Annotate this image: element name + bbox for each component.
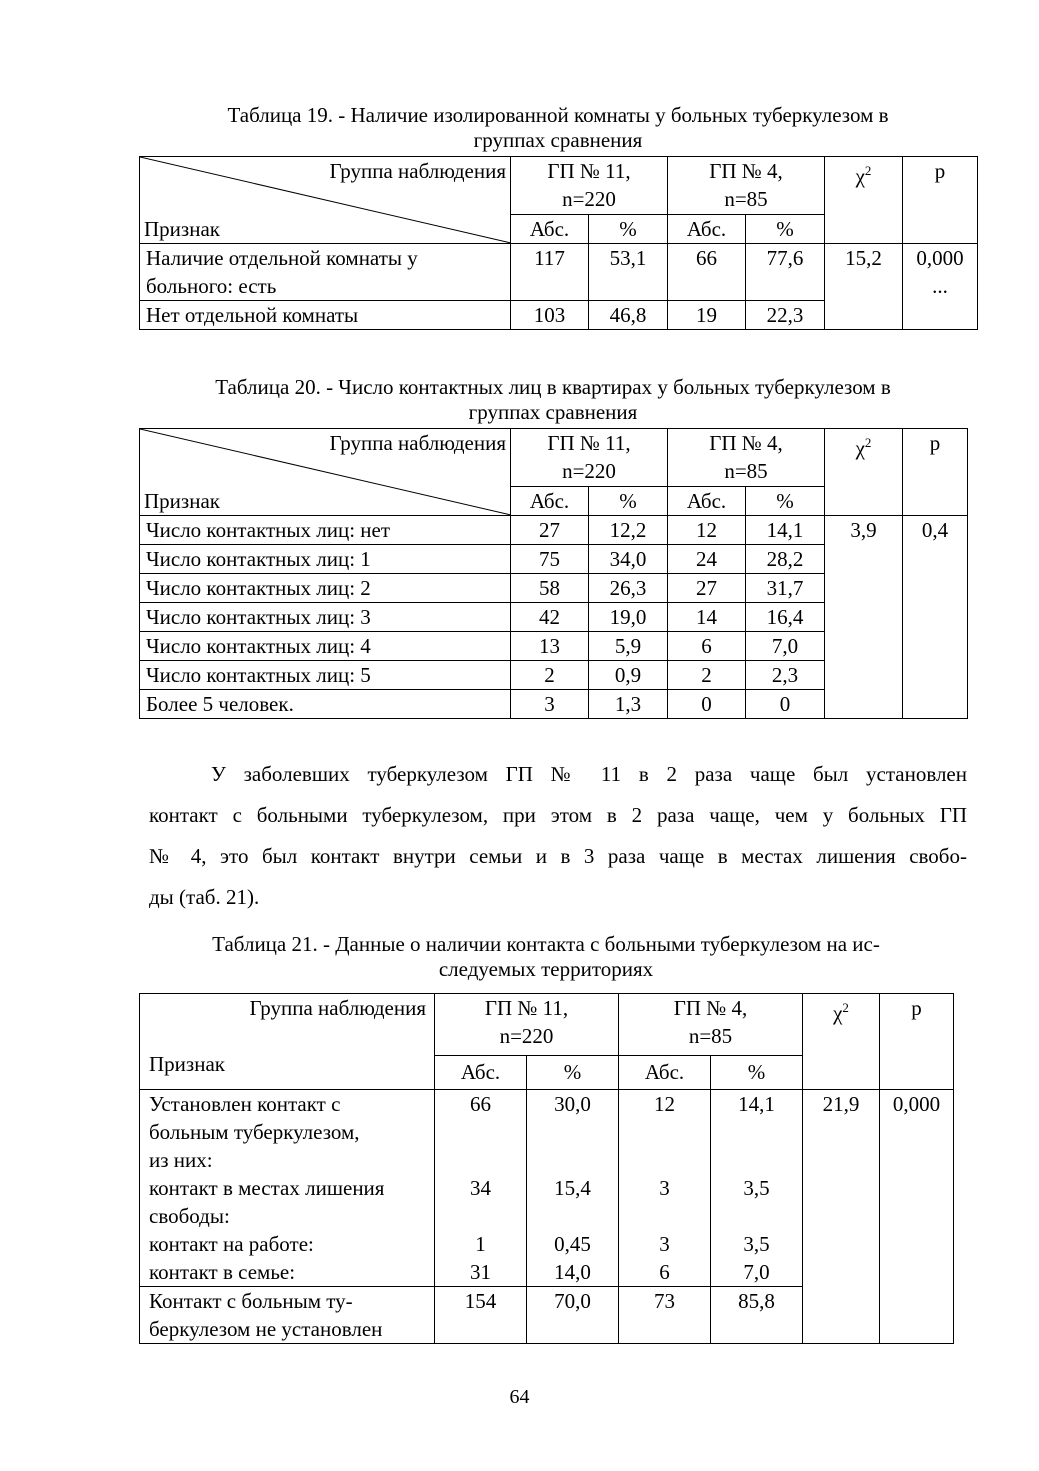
table-cell: 3 — [659, 1232, 670, 1256]
table19-group-label: Группа наблюдения — [329, 159, 506, 183]
table-cell: 103 — [511, 301, 589, 330]
table-cell: 154 — [435, 1287, 527, 1344]
table21-gp4-n: n=85 — [688, 1024, 733, 1048]
table-cell: 5,9 — [589, 632, 668, 661]
table21-block1-abs4 — [619, 1090, 711, 1287]
table19-caption — [139, 103, 977, 153]
table-cell: 7,0 — [746, 632, 825, 661]
row-label-line: Контакт с больным ту- — [149, 1289, 353, 1313]
table-cell: 3,5 — [743, 1232, 770, 1256]
table21-gp11-n: n=220 — [499, 1024, 554, 1048]
table20 — [139, 428, 968, 719]
table-cell: 19,0 — [589, 603, 668, 632]
table21-gp11-header — [435, 994, 619, 1056]
table20-chi-header — [825, 429, 903, 516]
table21-block1-pct4 — [711, 1090, 803, 1287]
table-cell: 13 — [511, 632, 589, 661]
table-cell: 0,45 — [554, 1232, 591, 1256]
table-cell: 27 — [668, 574, 746, 603]
table-cell: 3 — [511, 690, 589, 719]
table-cell: 14,1 — [746, 516, 825, 545]
table19-abs4-header: Абс. — [668, 215, 746, 244]
chi-symbol: χ — [855, 164, 865, 188]
table21 — [139, 993, 954, 1344]
table21-abs4-header: Абс. — [619, 1055, 711, 1089]
table20-gp11-n: n=220 — [562, 459, 616, 483]
table20-p-header: p — [903, 429, 968, 516]
table21-chi-value: 21,9 — [803, 1090, 880, 1344]
table-cell: 19 — [668, 301, 746, 330]
table-cell: 2,3 — [746, 661, 825, 690]
table-cell: 16,4 — [746, 603, 825, 632]
table21-sign-label: Признак — [149, 1052, 225, 1076]
table20-gp4-name: ГП № 4, — [709, 431, 783, 455]
table-cell: 2 — [668, 661, 746, 690]
row-label: Число контактных лиц: нет — [140, 516, 511, 545]
table-cell: 0,9 — [589, 661, 668, 690]
row-label: Более 5 человек. — [140, 690, 511, 719]
table-cell: 66 — [668, 244, 746, 301]
row-label-line: из них: — [149, 1148, 213, 1172]
table-cell: 34 — [470, 1176, 491, 1200]
table21-block1-pct11 — [527, 1090, 619, 1287]
table-cell: 85,8 — [711, 1287, 803, 1344]
table-row — [140, 244, 978, 301]
row-label-line: контакт в семье: — [149, 1260, 296, 1284]
table21-group-label: Группа наблюдения — [249, 996, 426, 1020]
table-cell: 6 — [668, 632, 746, 661]
table-cell: 24 — [668, 545, 746, 574]
table20-abs4-header: Абс. — [668, 487, 746, 516]
row-label-line: контакт в местах лишения — [149, 1176, 385, 1200]
table19-p-header: p — [903, 157, 978, 244]
table-cell: 14 — [668, 603, 746, 632]
table21-gp4-name: ГП № 4, — [673, 996, 748, 1020]
table-cell: 53,1 — [589, 244, 668, 301]
row-label: Число контактных лиц: 2 — [140, 574, 511, 603]
table-cell: 22,3 — [746, 301, 825, 330]
table-cell: 34,0 — [589, 545, 668, 574]
table19-row2-label: Нет отдельной комнаты — [140, 301, 511, 330]
body-paragraph — [149, 754, 967, 918]
page-number: 64 — [509, 1386, 530, 1408]
table19-chi-header — [825, 157, 903, 244]
table21-block1-abs11 — [435, 1090, 527, 1287]
table-cell: 0 — [668, 690, 746, 719]
paragraph-line: ды (таб. 21). — [149, 885, 260, 909]
table-cell: 15,4 — [554, 1176, 591, 1200]
row-label-line: Установлен контакт с — [149, 1092, 341, 1116]
table19-pct4-header: % — [746, 215, 825, 244]
table-cell: 14,0 — [554, 1260, 591, 1284]
table-cell: 77,6 — [746, 244, 825, 301]
table21-gp4-header — [619, 994, 803, 1056]
table-cell: 117 — [511, 244, 589, 301]
table21-gp11-name: ГП № 11, — [484, 996, 569, 1020]
table-cell: 31 — [470, 1260, 491, 1284]
table-cell: 3 — [659, 1176, 670, 1200]
table20-group-label: Группа наблюдения — [329, 431, 506, 455]
chi-symbol: χ — [833, 1001, 843, 1025]
row-label-line: контакт на работе: — [149, 1232, 314, 1256]
paragraph-line: контакт с больными туберкулезом, при этом в 2 раза чаще, чем у больных ГП — [149, 803, 967, 827]
table-cell: 58 — [511, 574, 589, 603]
table-cell: 27 — [511, 516, 589, 545]
table-cell: 12 — [654, 1092, 676, 1116]
table-cell: 31,7 — [746, 574, 825, 603]
table19-gp4-name: ГП № 4, — [709, 159, 783, 183]
table-cell: 66 — [470, 1092, 491, 1116]
table19-abs11-header: Абс. — [511, 215, 589, 244]
table21-caption-line2: следуемых территориях — [438, 957, 654, 981]
p-value-line: 0,000 — [916, 246, 964, 270]
table19-chi-value: 15,2 — [825, 244, 903, 330]
row-label-line: свободы: — [149, 1204, 230, 1228]
table20-gp4-n: n=85 — [724, 459, 768, 483]
table-cell: 7,0 — [743, 1260, 770, 1284]
table-cell: 75 — [511, 545, 589, 574]
table19-pct11-header: % — [589, 215, 668, 244]
table21-block1-label — [140, 1090, 435, 1287]
table-cell: 30,0 — [554, 1092, 591, 1116]
chi-symbol: χ — [855, 436, 865, 460]
table19-gp11-name: ГП № 11, — [547, 159, 631, 183]
table21-p-header: p — [880, 994, 954, 1090]
table-cell: 6 — [659, 1260, 670, 1284]
chi-superscript: 2 — [842, 1000, 849, 1015]
table21-header-label — [140, 994, 435, 1090]
row-label: Число контактных лиц: 3 — [140, 603, 511, 632]
table20-p-value: 0,4 — [903, 516, 968, 719]
table-cell: 3,5 — [743, 1176, 770, 1200]
row-label: Число контактных лиц: 1 — [140, 545, 511, 574]
chi-superscript: 2 — [864, 163, 872, 178]
table20-chi-value: 3,9 — [825, 516, 903, 719]
table-cell: 42 — [511, 603, 589, 632]
table21-chi-header — [803, 994, 880, 1090]
table20-gp4-header — [668, 429, 825, 487]
row-label-line: больного: есть — [146, 274, 277, 298]
row-label-line: Наличие отдельной комнаты у — [146, 246, 418, 270]
table20-caption-line1: Таблица 20. - Число контактных лиц в квартирах у больных туберкулезом в — [215, 375, 891, 399]
table-cell: 46,8 — [589, 301, 668, 330]
table19-p-value — [903, 244, 978, 330]
table20-gp11-header — [511, 429, 668, 487]
table-cell: 12 — [668, 516, 746, 545]
table19-gp4-n: n=85 — [724, 187, 768, 211]
table-cell: 26,3 — [589, 574, 668, 603]
table19-gp4-header — [668, 157, 825, 215]
table20-diagonal-header — [140, 429, 511, 516]
paragraph-line: № 4, это был контакт внутри семьи и в 3 раза чаще в местах лишения свобо- — [149, 844, 967, 868]
table19-caption-line1: Таблица 19. - Наличие изолированной комнаты у больных туберкулезом в — [227, 103, 889, 127]
table-cell: 12,2 — [589, 516, 668, 545]
table21-pct11-header: % — [527, 1055, 619, 1089]
table-cell: 2 — [511, 661, 589, 690]
table19-sign-label: Признак — [144, 217, 220, 241]
chi-superscript: 2 — [864, 435, 872, 450]
table21-caption-line1: Таблица 21. - Данные о наличии контакта с больными туберкулезом на ис- — [212, 932, 880, 956]
table21-block2-label — [140, 1287, 435, 1344]
table-cell: 28,2 — [746, 545, 825, 574]
table19-caption-line2: группах сравнения — [473, 128, 643, 152]
table20-pct4-header: % — [746, 487, 825, 516]
table20-caption-line2: группах сравнения — [468, 400, 638, 424]
table-cell: 1 — [475, 1232, 486, 1256]
table-cell: 1,3 — [589, 690, 668, 719]
table-cell: 0 — [746, 690, 825, 719]
table21-p-value: 0,000 — [880, 1090, 954, 1344]
table19-gp11-n: n=220 — [562, 187, 616, 211]
table-row — [140, 516, 968, 545]
table21-abs11-header: Абс. — [435, 1055, 527, 1089]
table-cell: 14,1 — [738, 1092, 775, 1116]
table20-caption — [139, 375, 967, 425]
table20-gp11-name: ГП № 11, — [547, 431, 631, 455]
paragraph-line: У заболевших туберкулезом ГП № 11 в 2 раза чаще был установлен — [211, 762, 967, 786]
table19-gp11-header — [511, 157, 668, 215]
table-cell: 73 — [619, 1287, 711, 1344]
row-label: Число контактных лиц: 5 — [140, 661, 511, 690]
table21-pct4-header: % — [711, 1055, 803, 1089]
table19 — [139, 156, 978, 330]
row-label-line: беркулезом не установлен — [149, 1317, 383, 1341]
table21-caption — [139, 932, 953, 982]
table19-row1-label — [140, 244, 511, 301]
row-label-line: больным туберкулезом, — [149, 1120, 360, 1144]
table-row — [140, 1090, 954, 1287]
table20-sign-label: Признак — [144, 489, 220, 513]
p-value-line: ... — [932, 274, 948, 298]
row-label: Число контактных лиц: 4 — [140, 632, 511, 661]
table-cell: 70,0 — [527, 1287, 619, 1344]
table20-abs11-header: Абс. — [511, 487, 589, 516]
table20-pct11-header: % — [589, 487, 668, 516]
table19-diagonal-header — [140, 157, 511, 244]
